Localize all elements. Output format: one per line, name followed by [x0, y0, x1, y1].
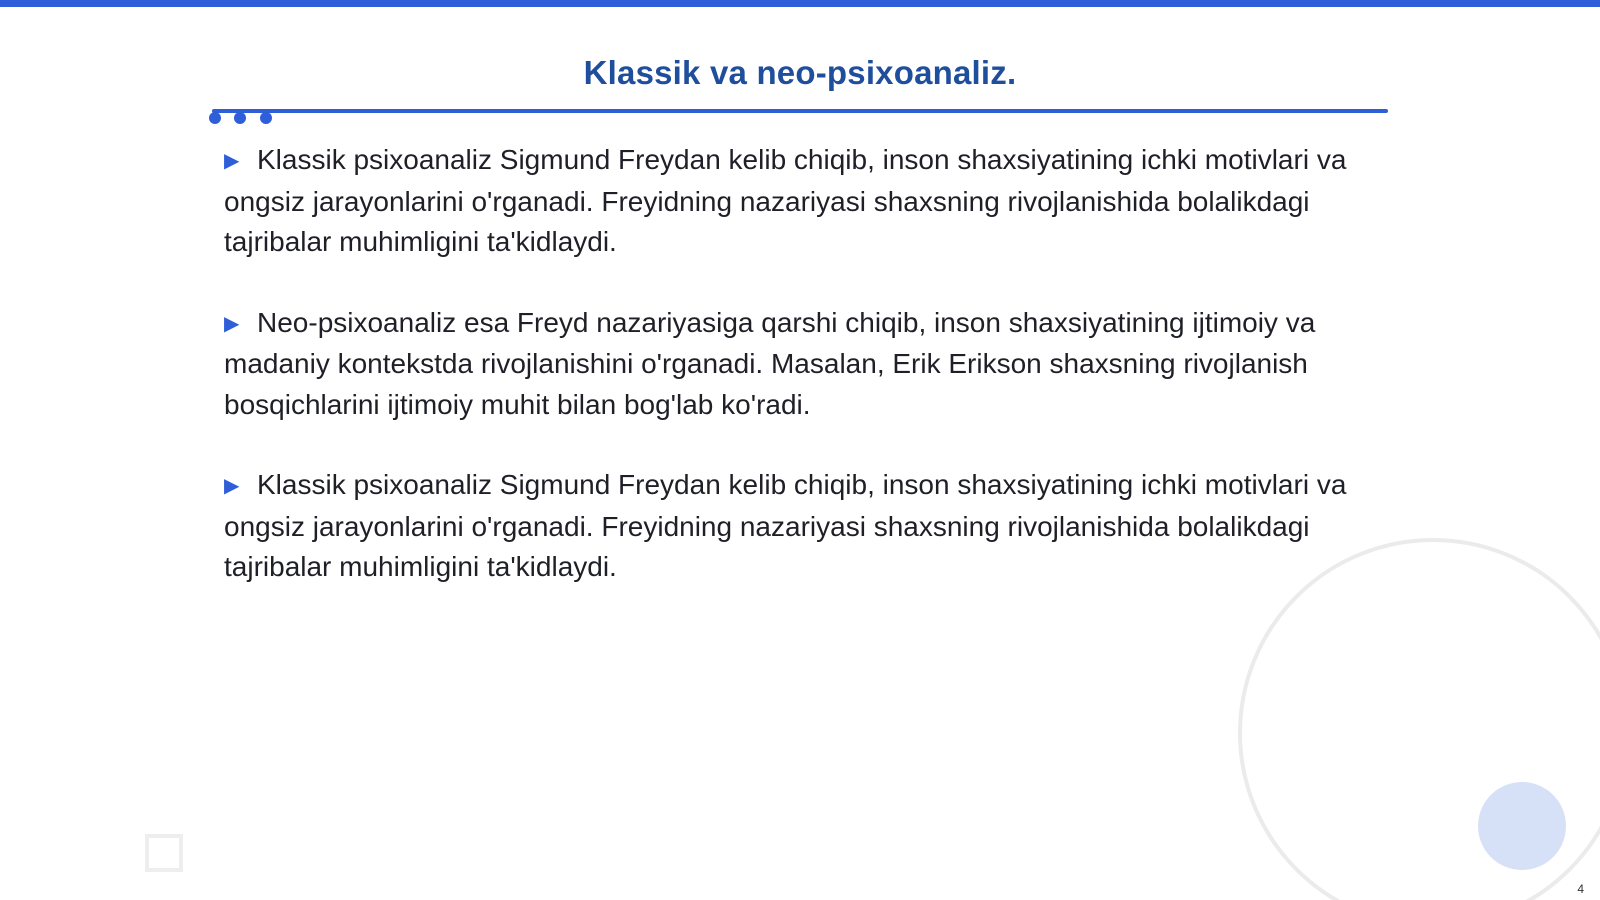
page-number: 4	[1577, 882, 1584, 896]
bullet-text: Klassik psixoanaliz Sigmund Freydan kelib chiqib, inson shaxsiyatining ichki motivlari va ongsiz jarayonlarini o'rganadi. Freyidning nazariyasi shaxsning rivojlanishida bolalikdagi tajribalar muhimligini ta'kidlaydi.	[224, 144, 1347, 257]
bullet-list	[224, 140, 1364, 628]
decorative-circle	[1478, 782, 1566, 870]
bullet-item	[224, 303, 1364, 426]
title-underline	[212, 109, 1388, 113]
triangle-right-icon: ▶	[224, 312, 240, 335]
triangle-right-icon: ▶	[224, 475, 240, 497]
decorative-dot	[209, 112, 221, 124]
bullet-text: Klassik psixoanaliz Sigmund Freydan kelib chiqib, inson shaxsiyatining ichki motivlari va ongsiz jarayonlarini o'rganadi. Freyidning nazariyasi shaxsning rivojlanishida bolalikdagi tajribalar muhimligini ta'kidlaydi.	[224, 469, 1347, 582]
slide-title: Klassik va neo-psixoanaliz.	[583, 54, 1017, 91]
bullet-item	[224, 140, 1364, 263]
top-accent-bar	[0, 0, 1600, 7]
triangle-right-icon: ▶	[224, 150, 240, 172]
decorative-dot	[234, 112, 246, 124]
decorative-dot	[260, 112, 272, 124]
bullet-text: Neo-psixoanaliz esa Freyd nazariyasiga qarshi chiqib, inson shaxsiyatining ijtimoiy va madaniy kontekstda rivojlanishini o'rganadi. Masalan, Erik Erikson shaxsning rivojlanish bosqichlarini ijtimoiy muhit bilan bog'lab ko'radi.	[224, 306, 1316, 420]
decorative-square	[145, 834, 183, 872]
bullet-item	[224, 465, 1364, 588]
